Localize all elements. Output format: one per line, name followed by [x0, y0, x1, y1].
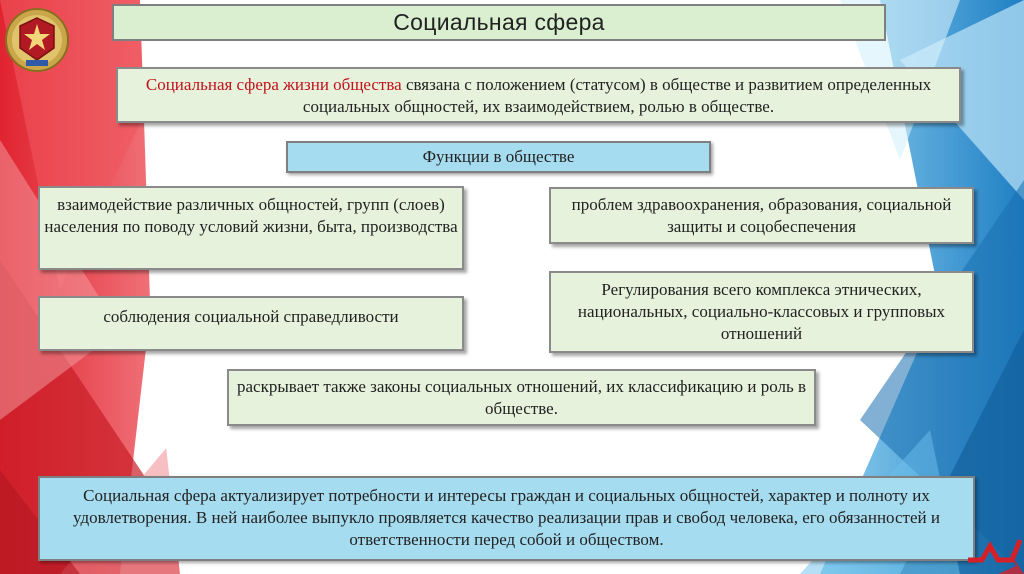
function-box-justice: соблюдения социальной справедливости — [38, 296, 464, 351]
function-box-laws: раскрывает также законы социальных отношений, их классификацию и роль в обществе. — [227, 369, 816, 426]
function-box-interaction: взаимодействие различных общностей, групп (слоев) населения по поводу условий жизни, быта, производства — [38, 186, 464, 270]
military-emblem-icon — [4, 4, 70, 76]
conclusion-box: Социальная сфера актуализирует потребности и интересы граждан и социальных общностей, характер и полноту их удовлетворения. В ней наиболее выпукло проявляется качество реализации прав и свобод человека, его обязанностей и ответственности перед собой и обществом. — [38, 476, 975, 561]
intro-highlight: Социальная сфера жизни общества — [145, 75, 402, 94]
page-title: Социальная сфера — [112, 4, 886, 41]
red-star-icon — [968, 520, 1024, 574]
function-box-regulation: Регулирования всего комплекса этнических, национальных, социально-классовых и групповых отношений — [549, 271, 974, 353]
function-box-health: проблем здравоохранения, образования, социальной защиты и соцобеспечения — [549, 187, 974, 244]
intro-definition — [116, 67, 961, 123]
functions-header: Функции в обществе — [286, 141, 711, 173]
intro-text: связана с положением (статусом) в обществе и развитием определенных социальных общностей, их взаимодействием, ролью в обществе. — [302, 75, 932, 116]
